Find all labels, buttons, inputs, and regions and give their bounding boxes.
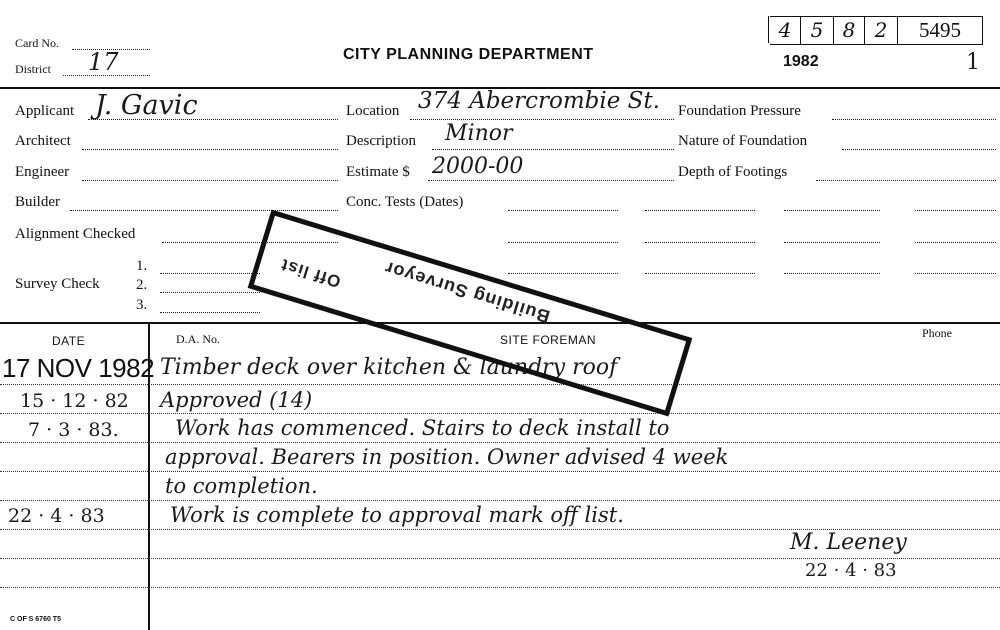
phone-header: Phone <box>922 326 952 340</box>
right-line-2a <box>784 242 880 243</box>
survey-line-1 <box>160 273 260 274</box>
form-code: C OF S 6760 T5 <box>10 616 61 623</box>
conc-line-3a <box>508 273 618 274</box>
applicant-value: J. Gavic <box>95 90 198 121</box>
architect-label: Architect <box>15 133 71 149</box>
builder-label: Builder <box>15 194 60 210</box>
survey-line-2 <box>160 292 260 293</box>
department-title: CITY PLANNING DEPARTMENT <box>343 46 594 63</box>
entry-date: 22 · 4 · 83 <box>8 505 105 527</box>
ref-suffix: 1 <box>966 50 980 75</box>
survey-line-3 <box>160 312 260 313</box>
ref-box-2: 5 <box>801 16 834 45</box>
location-label: Location <box>346 103 400 119</box>
survey-check-label: Survey Check <box>15 276 100 292</box>
date-header: DATE <box>52 334 86 348</box>
location-value: 374 Abercrombie St. <box>418 88 660 114</box>
entry-text: approval. Bearers in position. Owner advised 4 week <box>165 445 729 469</box>
table-row-line <box>0 587 1000 588</box>
stamp-line-1: Building Surveyor <box>381 257 553 327</box>
right-line-3b <box>915 273 996 274</box>
year: 1982 <box>783 53 819 70</box>
alignment-label: Alignment Checked <box>15 226 136 242</box>
conc-line-2a <box>508 242 618 243</box>
depth-footings-label: Depth of Footings <box>678 164 788 180</box>
description-line <box>432 149 674 150</box>
site-foreman-header: SITE FOREMAN <box>500 333 597 347</box>
da-no-header: D.A. No. <box>176 332 220 346</box>
right-line-3a <box>784 273 880 274</box>
survey-item-2: 2. <box>136 277 148 293</box>
district-value: 17 <box>88 48 119 76</box>
entry-text: to completion. <box>165 474 318 498</box>
table-row-line <box>0 384 1000 385</box>
district-label: District <box>15 62 51 76</box>
conc-line-1a <box>508 210 618 211</box>
conc-line-2b <box>645 242 755 243</box>
architect-line <box>82 149 338 150</box>
conc-tests-label: Conc. Tests (Dates) <box>346 194 464 210</box>
nature-foundation-line <box>842 149 996 150</box>
entry-date: 7 · 3 · 83. <box>28 419 119 441</box>
location-line <box>410 119 674 120</box>
ref-box-border <box>768 16 769 43</box>
table-row-line <box>0 471 1000 472</box>
table-row-line <box>0 413 1000 414</box>
conc-line-3b <box>645 273 755 274</box>
estimate-line <box>428 180 674 181</box>
engineer-label: Engineer <box>15 164 70 180</box>
right-line-2b <box>915 242 996 243</box>
foundation-pressure-label: Foundation Pressure <box>678 103 801 119</box>
card-no-label: Card No. <box>15 36 59 50</box>
entry-text: Timber deck over kitchen & laundry roof <box>160 355 618 380</box>
inspector-signature: M. Leeney <box>790 530 907 555</box>
stamp-line-2: Off list <box>278 255 343 292</box>
entry-date: 15 · 12 · 82 <box>20 390 129 412</box>
building-surveyor-stamp <box>248 209 693 416</box>
depth-footings-line <box>816 180 996 181</box>
engineer-line <box>82 180 338 181</box>
survey-item-1: 1. <box>136 258 148 274</box>
right-line-1a <box>784 210 880 211</box>
ref-box-3: 8 <box>834 16 865 45</box>
table-row-line <box>0 500 1000 501</box>
estimate-label: Estimate $ <box>346 164 410 180</box>
signature-date: 22 · 4 · 83 <box>805 560 897 581</box>
conc-line-1b <box>645 210 755 211</box>
foundation-pressure-line <box>832 119 996 120</box>
description-label: Description <box>346 133 416 149</box>
ref-box-4: 2 <box>865 16 898 45</box>
applicant-label: Applicant <box>15 103 75 119</box>
nature-foundation-label: Nature of Foundation <box>678 133 808 149</box>
right-line-1b <box>915 210 996 211</box>
entry-text: Work is complete to approval mark off list. <box>170 503 624 527</box>
table-row-line <box>0 442 1000 443</box>
builder-line <box>70 210 338 211</box>
entry-text: Approved (14) <box>160 388 313 412</box>
description-value: Minor <box>445 121 513 146</box>
estimate-value: 2000-00 <box>432 154 524 179</box>
ref-box-number: 5495 <box>898 16 983 45</box>
survey-item-3: 3. <box>136 297 148 313</box>
ref-box-1: 4 <box>770 16 801 45</box>
entry-date-stamp: 17 NOV 1982 <box>2 353 155 383</box>
entry-text: Work has commenced. Stairs to deck install to <box>175 416 670 440</box>
table-row-line <box>0 558 1000 559</box>
